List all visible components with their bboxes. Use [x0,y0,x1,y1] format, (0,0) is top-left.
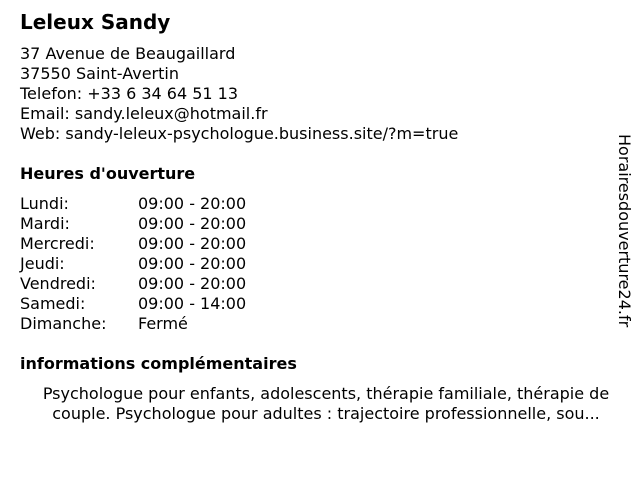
day-label: Vendredi: [20,274,96,293]
time-range: 09:00 - 20:00 [138,274,247,293]
opening-hours-heading: Heures d'ouverture [20,164,196,183]
day-label: Samedi: [20,294,86,313]
day-label: Dimanche: [20,314,107,333]
phone-number: Telefon: +33 6 34 64 51 13 [20,84,239,103]
time-range: 09:00 - 20:00 [138,254,247,273]
hours-row-saturday [20,294,246,314]
hours-row-monday [20,194,246,214]
day-label: Jeudi: [20,254,65,273]
address-line-1: 37 Avenue de Beaugaillard [20,44,236,63]
hours-row-thursday [20,254,246,274]
hours-row-sunday [20,314,246,334]
time-range: 09:00 - 20:00 [138,214,247,233]
time-range: 09:00 - 20:00 [138,194,247,213]
description-line-2: couple. Psychologue pour adultes : trajectoire professionnelle, sou... [52,404,600,423]
site-watermark: Horairesdouverture24.fr [615,134,634,328]
hours-row-tuesday [20,214,246,234]
additional-info-text [18,384,634,424]
business-name: Leleux Sandy [20,10,171,34]
time-range: 09:00 - 20:00 [138,234,247,253]
additional-info-heading: informations complémentaires [20,354,297,373]
day-label: Lundi: [20,194,69,213]
day-label: Mardi: [20,214,70,233]
time-range: Fermé [138,314,188,333]
hours-row-friday [20,274,246,294]
description-line-1: Psychologue pour enfants, adolescents, thérapie familiale, thérapie de [42,384,610,403]
address-line-2: 37550 Saint-Avertin [20,64,179,83]
day-label: Mercredi: [20,234,95,253]
opening-hours-table [20,194,246,334]
hours-row-wednesday [20,234,246,254]
contact-details [20,44,458,144]
email-address: Email: sandy.leleux@hotmail.fr [20,104,268,123]
website-url: Web: sandy-leleux-psychologue.business.site/?m=true [20,124,459,143]
time-range: 09:00 - 14:00 [138,294,247,313]
